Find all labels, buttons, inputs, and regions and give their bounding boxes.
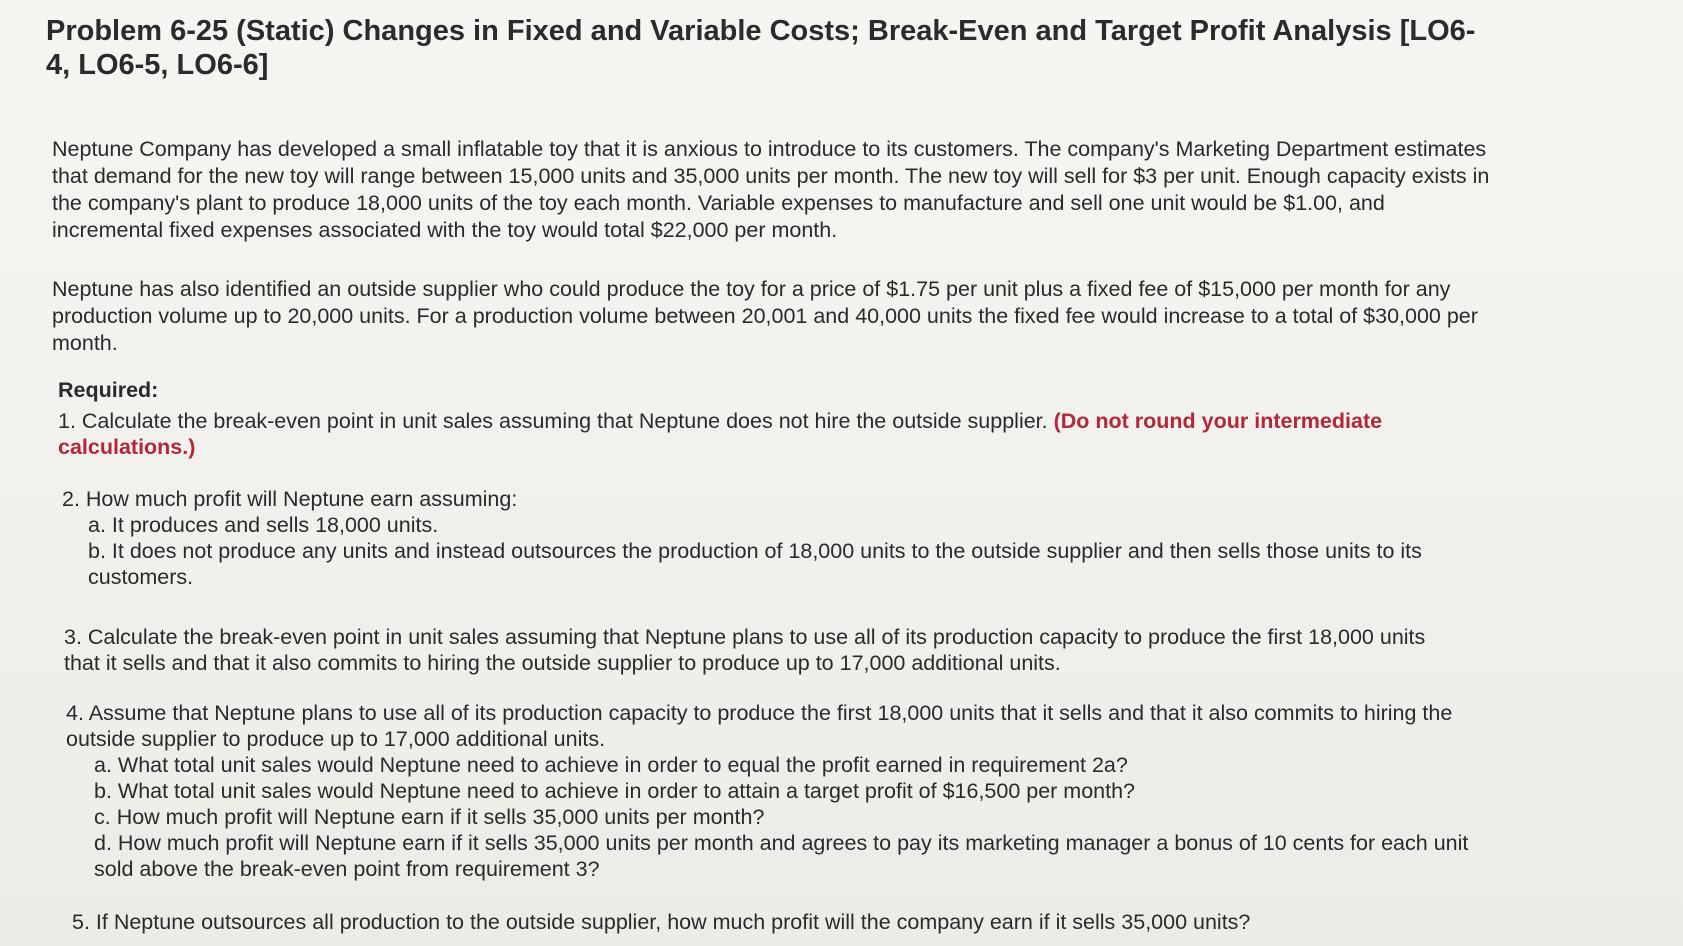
question-3: 3. Calculate the break-even point in unit sales assuming that Neptune plans to use all of its production capacity to produce the first 18,000 units that it sells and that it also commits to hiring the outside supplier to produce up to 17,000 additional units.	[64, 625, 1426, 675]
question-5: 5. If Neptune outsources all production to the outside supplier, how much profit will the company earn if it sells 35,000 units?	[72, 910, 1251, 934]
required-heading: Required:	[58, 378, 159, 402]
problem-title: Problem 6-25 (Static) Changes in Fixed and Variable Costs; Break-Even and Target Profit Analysis [LO6-4, LO6-5, LO6-6]	[46, 15, 1476, 81]
rounding-note: (Do not round your intermediate calculations.)	[58, 409, 1383, 459]
question-4	[66, 700, 1486, 882]
question-2-text: 2. How much profit will Neptune earn assuming:	[62, 487, 518, 511]
question-4b: b. What total unit sales would Neptune need to achieve in order to attain a target profit of $16,500 per month?	[94, 779, 1136, 803]
question-1	[58, 408, 1418, 460]
intro-paragraph: Neptune Company has developed a small inflatable toy that it is anxious to introduce to its customers. The company's Marketing Department estimates that demand for the new toy will range between 15,000 units and 35,000 units per month. The new toy will sell for $3 per unit. Enough capacity exists in the company's plant to produce 18,000 units of the toy each month. Variable expenses to manufacture and sell one unit would be $1.00, and incremental fixed expenses associated with the toy would total $22,000 per month.	[52, 137, 1490, 242]
supplier-paragraph: Neptune has also identified an outside supplier who could produce the toy for a price of $1.75 per unit plus a fixed fee of $15,000 per month for any production volume up to 20,000 units. For a production volume between 20,001 and 40,000 units the fixed fee would increase to a total of $30,000 per month.	[52, 277, 1478, 355]
question-1-text: 1. Calculate the break-even point in unit sales assuming that Neptune does not hire the outside supplier.	[58, 409, 1054, 433]
question-2b: b. It does not produce any units and instead outsources the production of 18,000 units to the outside supplier and then sells those units to its customers.	[88, 539, 1422, 589]
question-2	[62, 486, 1462, 590]
question-2a: a. It produces and sells 18,000 units.	[88, 513, 439, 537]
question-4d: d. How much profit will Neptune earn if it sells 35,000 units per month and agrees to pay its marketing manager a bonus of 10 cents for each unit sold above the break-even point from requirement 3?	[94, 831, 1469, 881]
question-4-text: 4. Assume that Neptune plans to use all of its production capacity to produce the first 18,000 units that it sells and that it also commits to hiring the outside supplier to produce up to 17,000 additional units.	[66, 701, 1453, 751]
question-4c: c. How much profit will Neptune earn if it sells 35,000 units per month?	[94, 805, 765, 829]
question-4a: a. What total unit sales would Neptune need to achieve in order to equal the profit earned in requirement 2a?	[94, 753, 1128, 777]
